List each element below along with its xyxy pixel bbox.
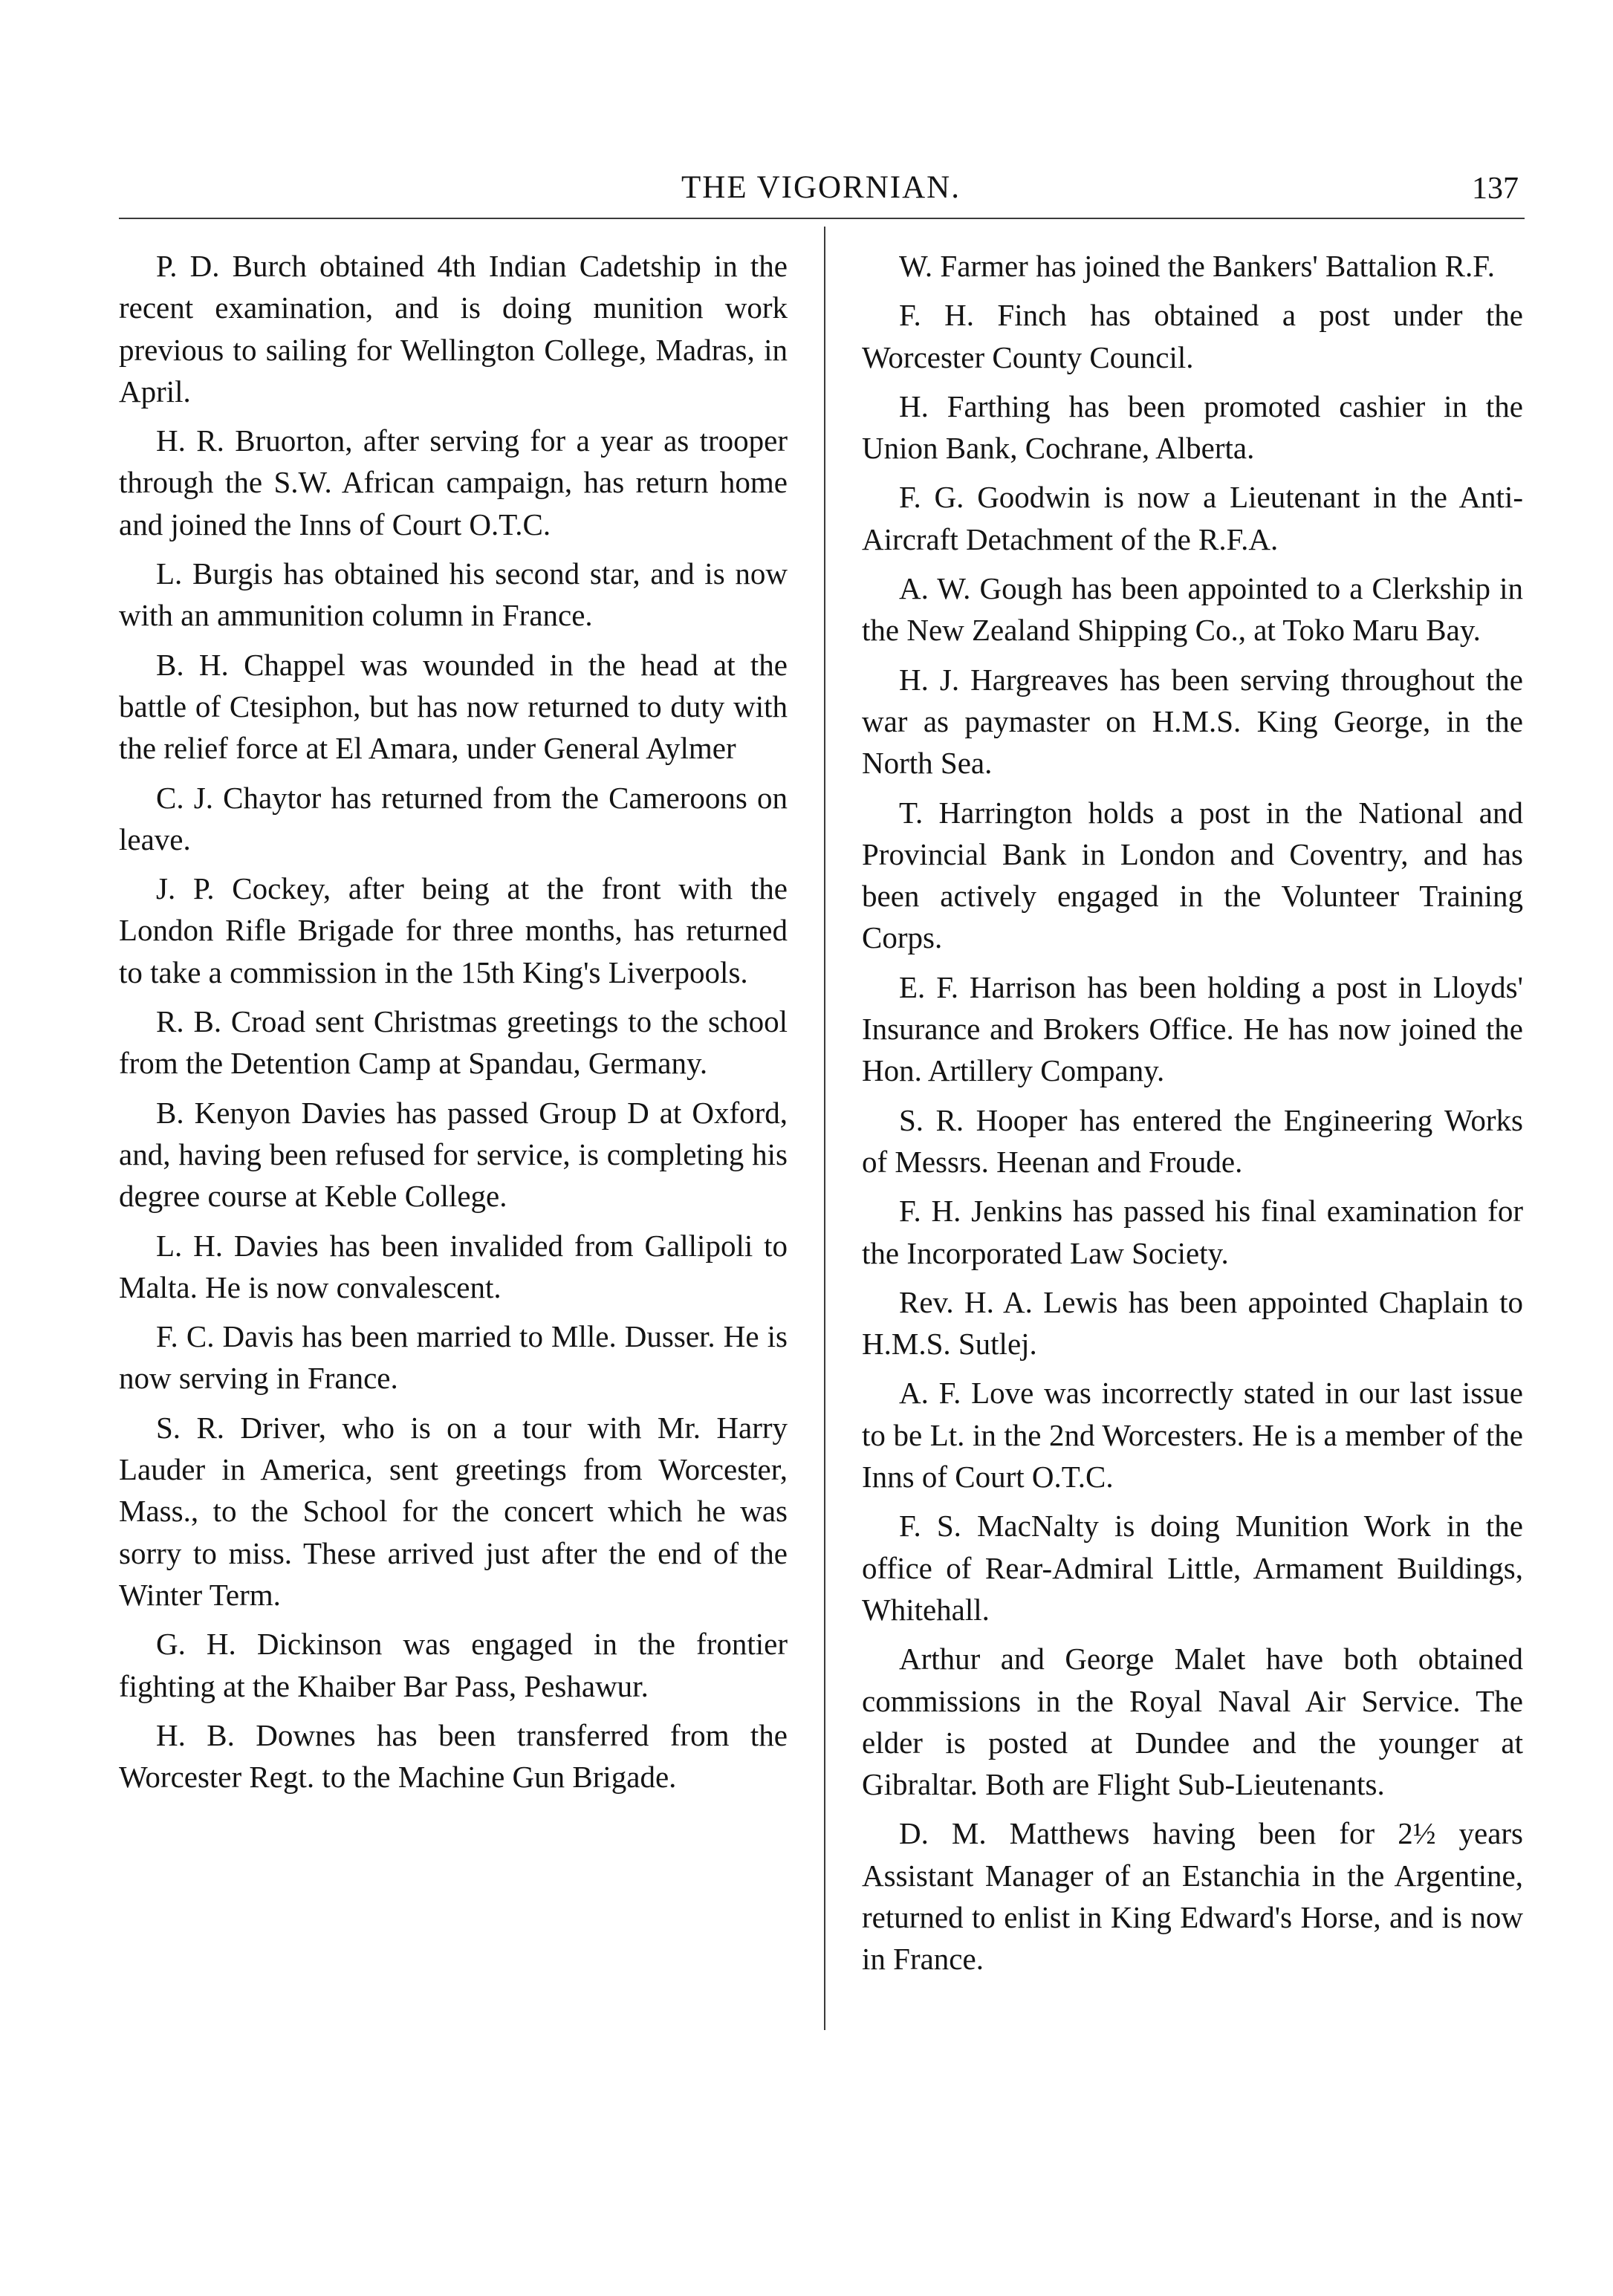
news-item-jenkins: F. H. Jenkins has passed his final examination for the Incorporated Law Society. (862, 1194, 1523, 1270)
journal-title: THE VIGORNIAN. (681, 170, 961, 205)
news-item-harrison: E. F. Harrison has been holding a post in Lloyds' Insurance and Brokers Office. He has now joined the Hon. Artillery Company. (862, 969, 1523, 1088)
news-item-bruorton: H. R. Bruorton, after serving for a year as trooper through the S.W. African campaign, has return home and joined the Inns of Court O.T.C. (119, 423, 788, 542)
news-item-burch: P. D. Burch obtained 4th Indian Cadetship in the recent examination, and is doing munition work previous to sailing for Wellington College, Madras, in April. (119, 249, 788, 409)
news-item-kenyon-davies: B. Kenyon Davies has passed Group D at Oxford, and, having been refused for service, is completing his degree course at Keble College. (119, 1095, 788, 1214)
news-item-harrington: T. Harrington holds a post in the National and Provincial Bank in London and Coventry, and has been actively engaged in the Volunteer Training Corps. (862, 795, 1523, 955)
news-item-driver: S. R. Driver, who is on a tour with Mr. Harry Lauder in America, sent greetings from Worcester, Mass., to the School for the concert which he was sorry to miss. These arrived just after the end of the Winter Term. (119, 1410, 788, 1612)
news-item-love: A. F. Love was incorrectly stated in our last issue to be Lt. in the 2nd Worcesters. He is a member of the Inns of Court O.T.C. (862, 1376, 1523, 1495)
news-item-l-davies: L. H. Davies has been invalided from Gallipoli to Malta. He is now convalescent. (119, 1228, 788, 1304)
news-item-downes: H. B. Downes has been transferred from the Worcester Regt. to the Machine Gun Brigade. (119, 1717, 788, 1795)
page-number: 137 (1472, 172, 1519, 206)
news-item-gough: A. W. Gough has been appointed to a Clerkship in the New Zealand Shipping Co., at Toko Maru Bay. (862, 571, 1523, 648)
news-item-croad: R. B. Croad sent Christmas greetings to the school from the Detention Camp at Spandau, Germany. (119, 1004, 788, 1081)
news-item-farmer: W. Farmer has joined the Bankers' Battalion R.F. (899, 249, 1495, 283)
left-column (119, 245, 788, 1805)
news-item-chappel: B. H. Chappel was wounded in the head at the battle of Ctesiphon, but has now returned to duty with the relief force at El Amara, under General Aylmer (119, 647, 788, 766)
news-item-lewis: Rev. H. A. Lewis has been appointed Chaplain to H.M.S. Sutlej. (862, 1284, 1523, 1362)
news-item-burgis: L. Burgis has obtained his second star, and is now with an ammunition column in France. (119, 556, 788, 633)
column-divider (824, 227, 825, 2030)
news-item-cockey: J. P. Cockey, after being at the front with the London Rifle Brigade for three months, has returned to take a commission in the 15th King's Liverpools. (119, 871, 788, 989)
news-item-hooper: S. R. Hooper has entered the Engineering Works of Messrs. Heenan and Froude. (862, 1102, 1523, 1179)
news-item-finch: F. H. Finch has obtained a post under the Worcester County Council. (862, 298, 1523, 374)
news-item-chaytor: C. J. Chaytor has returned from the Cameroons on leave. (119, 780, 788, 856)
news-item-macnalty: F. S. MacNalty is doing Munition Work in the office of Rear-Admiral Little, Armament Buildings, Whitehall. (862, 1509, 1523, 1627)
header-rule (119, 218, 1525, 219)
news-item-malet: Arthur and George Malet have both obtained commissions in the Royal Naval Air Service. The elder is posted at Dundee and the younger at Gibraltar. Both are Flight Sub-Lieutenants. (862, 1642, 1523, 1802)
news-item-dickinson: G. H. Dickinson was engaged in the frontier fighting at the Khaiber Bar Pass, Peshawur. (119, 1627, 788, 1703)
news-item-matthews: D. M. Matthews having been for 2½ years Assistant Manager of an Estanchia in the Argentine, returned to enlist in King Edward's Horse, and is now in France. (862, 1816, 1523, 1977)
right-column (862, 245, 1523, 1988)
page-header (119, 165, 1523, 217)
news-item-goodwin: F. G. Goodwin is now a Lieutenant in the Anti-Aircraft Detachment of the R.F.A. (862, 480, 1523, 556)
news-item-farthing: H. Farthing has been promoted cashier in the Union Bank, Cochrane, Alberta. (862, 388, 1523, 466)
news-item-hargreaves: H. J. Hargreaves has been serving throughout the war as paymaster on H.M.S. King George, in the North Sea. (862, 662, 1523, 781)
news-item-davis: F. C. Davis has been married to Mlle. Dusser. He is now serving in France. (119, 1319, 788, 1396)
